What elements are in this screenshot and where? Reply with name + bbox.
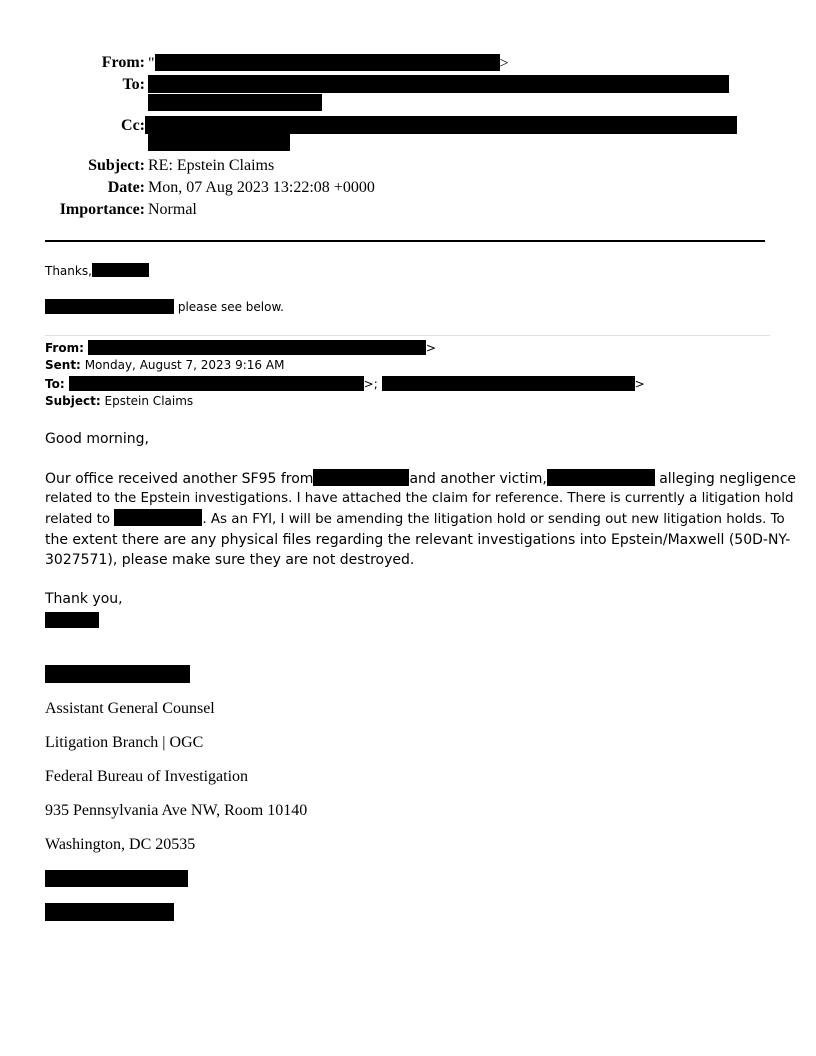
cc-label: Cc:: [121, 117, 145, 134]
fwd-from: [45, 340, 436, 355]
greeting: Good morning,: [45, 431, 150, 447]
redaction-reply-recipient: [45, 299, 174, 314]
from-label: From:: [101, 54, 145, 71]
redaction-signature-email: [45, 903, 174, 921]
paragraph-line-5: 3027571), please make sure they are not destroyed.: [45, 552, 415, 568]
redaction-cc-line2: [148, 134, 290, 151]
fwd-to-label: To:: [45, 377, 65, 391]
redaction-claimant-2: [114, 509, 202, 526]
subject-label: Subject:: [88, 157, 145, 174]
importance-value: Normal: [148, 201, 197, 218]
from-suffix: >: [499, 55, 509, 72]
fwd-sent: [45, 358, 284, 372]
redaction-signature-phone: [45, 870, 188, 887]
redaction-fwd-to-2: [382, 376, 635, 391]
fwd-from-label: From:: [45, 341, 84, 355]
signature-address-1: 935 Pennsylvania Ave NW, Room 10140: [45, 802, 308, 819]
reply-please-see: [45, 299, 284, 314]
reply-please-see-text: please see below.: [177, 300, 284, 314]
closing: Thank you,: [45, 591, 123, 607]
redaction-signature-name: [45, 665, 190, 683]
redaction-sender-first-name: [45, 612, 99, 628]
signature-agency: Federal Bureau of Investigation: [45, 768, 249, 785]
date-label: Date:: [107, 179, 145, 196]
redaction-to-line2: [148, 94, 322, 111]
fwd-subject-label: Subject:: [45, 394, 101, 408]
fwd-from-suffix: >: [425, 341, 436, 355]
fwd-sent-value: Monday, August 7, 2023 9:16 AM: [84, 358, 285, 372]
importance-label: Importance:: [59, 201, 145, 218]
header-divider: [45, 240, 765, 242]
date-value: Mon, 07 Aug 2023 13:22:08 +0000: [148, 179, 375, 196]
signature-branch: Litigation Branch | OGC: [45, 734, 204, 751]
fwd-to-sep: >;: [363, 377, 378, 391]
signature-title: Assistant General Counsel: [45, 700, 215, 717]
redaction-fwd-to-1: [69, 376, 364, 391]
to-label: To:: [122, 76, 145, 93]
reply-thanks: [45, 263, 149, 278]
redaction-reply-name: [92, 263, 149, 277]
forward-divider: [45, 335, 770, 336]
p1-part-c: alleging negligence: [654, 471, 797, 487]
from-prefix: ": [148, 55, 155, 72]
redaction-to-line1: [148, 75, 729, 93]
redaction-fwd-from: [88, 340, 426, 355]
p1-line3-a: related to: [45, 512, 111, 527]
fwd-subject: [45, 394, 193, 408]
reply-thanks-text: Thanks,: [45, 264, 92, 278]
p1-part-a: Our office received another SF95 from: [45, 471, 314, 487]
paragraph-line-4: the extent there are any physical files regarding the relevant investigations into Epstein/Maxwell (50D-NY-: [45, 532, 791, 548]
fwd-sent-label: Sent:: [45, 358, 81, 372]
redaction-cc-line1: [145, 116, 737, 134]
fwd-to: [45, 376, 645, 391]
redaction-claimant-1: [313, 469, 409, 486]
message-paragraph: [45, 469, 797, 570]
paragraph-line-3: [45, 509, 785, 530]
fwd-subject-value: Epstein Claims: [104, 394, 194, 408]
redaction-from: [155, 54, 500, 71]
from-value: [148, 54, 509, 73]
p1-line3-b: . As an FYI, I will be amending the litigation hold or sending out new litigation holds. To: [202, 512, 785, 527]
subject-value: RE: Epstein Claims: [148, 157, 275, 174]
redaction-victim: [547, 469, 655, 486]
fwd-to-suffix: >: [634, 377, 645, 391]
p1-part-b: and another victim,: [409, 471, 547, 487]
paragraph-line-2: related to the Epstein investigations. I have attached the claim for reference. There is currently a litigation hold: [45, 491, 794, 506]
signature-address-2: Washington, DC 20535: [45, 836, 196, 853]
paragraph-line-1: [45, 469, 797, 489]
